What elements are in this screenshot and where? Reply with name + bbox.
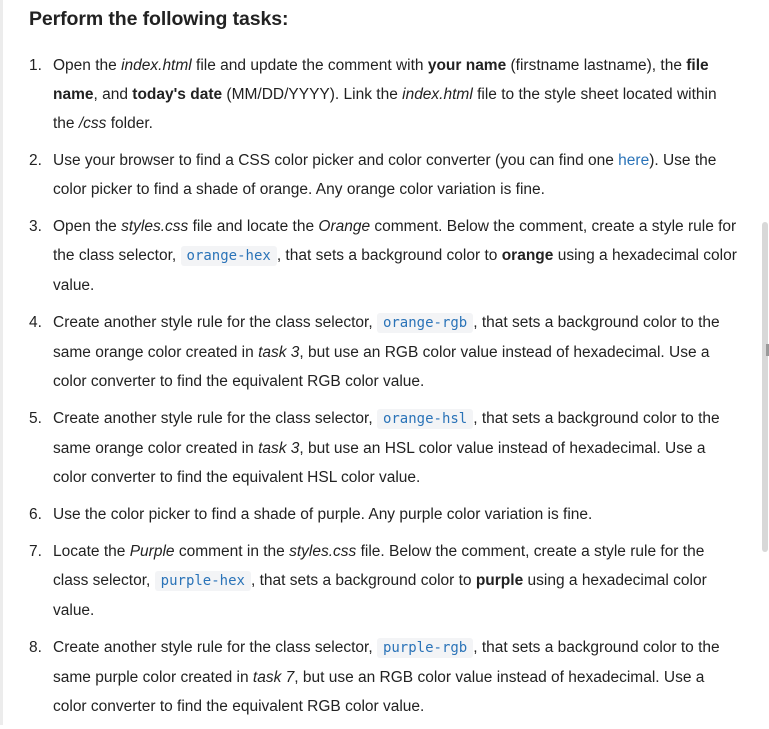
task-number: 1.: [29, 57, 42, 74]
code-orange-hex: orange-hex: [181, 246, 277, 266]
task-instructions: [29, 0, 739, 715]
code-purple-hex: purple-hex: [155, 571, 251, 591]
task-item-5: 5. Create another style rule for the class selector, orange-hsl , that sets a background color to the same orange color created in task 3, but use an HSL color value instead of hexadecimal. Use a color converter to find the equivalent HSL color value.: [29, 404, 739, 492]
folder-name-css: /css: [78, 115, 107, 132]
page-heading: Perform the following tasks:: [29, 8, 289, 30]
file-name-index: index.html: [402, 86, 473, 103]
vertical-scrollbar[interactable]: [760, 0, 769, 725]
left-border: [0, 0, 3, 725]
task-item-2: 2. Use your browser to find a CSS color picker and color converter (you can find one here). Use the color picker to find a shade of orange. Any orange color variation is fine.: [29, 146, 739, 204]
task-item-4: 4. Create another style rule for the class selector, orange-rgb , that sets a background color to the same orange color created in task 3, but use an RGB color value instead of hexadecimal. Use a color converter to find the equivalent RGB color value.: [29, 308, 739, 396]
task-item-3: 3. Open the styles.css file and locate the Orange comment. Below the comment, create a style rule for the class selector, orange-hex , that sets a background color to orange using a hexadecimal color value.: [29, 212, 739, 300]
code-orange-rgb: orange-rgb: [377, 313, 473, 333]
code-purple-rgb: purple-rgb: [377, 638, 473, 658]
file-name-index: index.html: [121, 57, 192, 74]
color-picker-link[interactable]: here: [618, 152, 650, 169]
scrollbar-thumb[interactable]: [762, 222, 768, 552]
task-number: 3.: [29, 218, 42, 235]
code-orange-hsl: orange-hsl: [377, 409, 473, 429]
task-item-1: 1. Open the index.html file and update the comment with your name (firstname lastname), the file name, and today's date (MM/DD/YYYY). Link the index.html file to the style sheet located within the /css folder.: [29, 51, 739, 138]
task-list: [29, 51, 739, 729]
task-number: 7.: [29, 543, 42, 560]
task-item-6: 6. Use the color picker to find a shade of purple. Any purple color variation is fine.: [29, 500, 739, 529]
task-number: 6.: [29, 506, 42, 523]
task-number: 4.: [29, 314, 42, 331]
task-number: 5.: [29, 410, 42, 427]
task-number: 2.: [29, 152, 42, 169]
task-number: 8.: [29, 639, 42, 656]
task-item-8: 8. Create another style rule for the class selector, purple-rgb , that sets a background color to the same purple color created in task 7, but use an RGB color value instead of hexadecimal. Use a color converter to find the equivalent RGB color value.: [29, 633, 739, 721]
task-item-7: 7. Locate the Purple comment in the styles.css file. Below the comment, create a style rule for the class selector, purple-hex , that sets a background color to purple using a hexadecimal color value.: [29, 537, 739, 625]
